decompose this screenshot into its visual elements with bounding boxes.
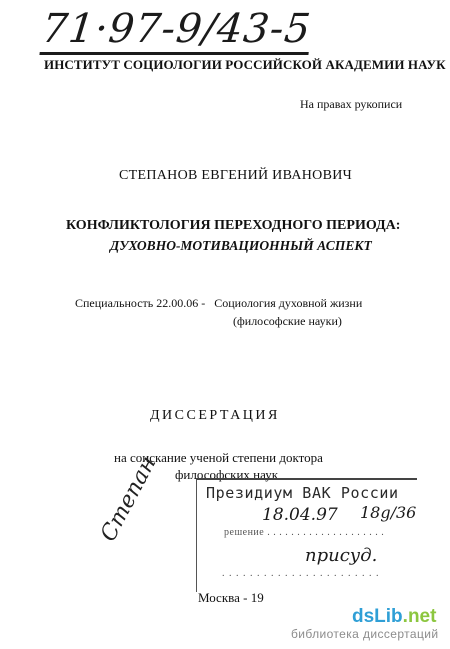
watermark-subtitle: библиотека диссертаций (291, 627, 439, 641)
watermark-logo: dsLib.net (352, 606, 437, 627)
institute-name: ИНСТИТУТ СОЦИОЛОГИИ РОССИЙСКОЙ АКАДЕМИИ НАУК (44, 57, 446, 72)
degree-field: философских наук (175, 467, 279, 482)
manuscript-rights-note: На правах рукописи (300, 97, 403, 111)
stamp-decision: присуд. (305, 545, 378, 566)
handwritten-registration-number: 71·97-9/43-5 (39, 6, 313, 55)
specialty-line: Специальность 22.00.06 - Социология духовной жизни (75, 296, 363, 310)
degree-line: на соискание ученой степени доктора (114, 450, 323, 465)
document-type: ДИССЕРТАЦИЯ (150, 408, 280, 423)
thesis-subtitle: ДУХОВНО-МОТИВАЦИОННЫЙ АСПЕКТ (110, 238, 372, 253)
stamp-number: 18g/36 (360, 503, 417, 522)
author-name: СТЕПАНОВ ЕВГЕНИЙ ИВАНОВИЧ (119, 168, 353, 183)
stamp-title: Президиум ВАК России (206, 484, 399, 502)
stamp-footer-line: . . . . . . . . . . . . . . . . . . . . . . . (222, 568, 380, 579)
thesis-title: КОНФЛИКТОЛОГИЯ ПЕРЕХОДНОГО ПЕРИОДА: (66, 218, 401, 233)
handwritten-signature: Степан (96, 452, 162, 546)
city-year: Москва - 19 (198, 590, 264, 605)
specialty-field: (философские науки) (233, 314, 342, 328)
stamp-date: 18.04.97 (262, 505, 338, 525)
stamp-decision-label: решение . . . . . . . . . . . . . . . . . . . . (224, 527, 385, 538)
